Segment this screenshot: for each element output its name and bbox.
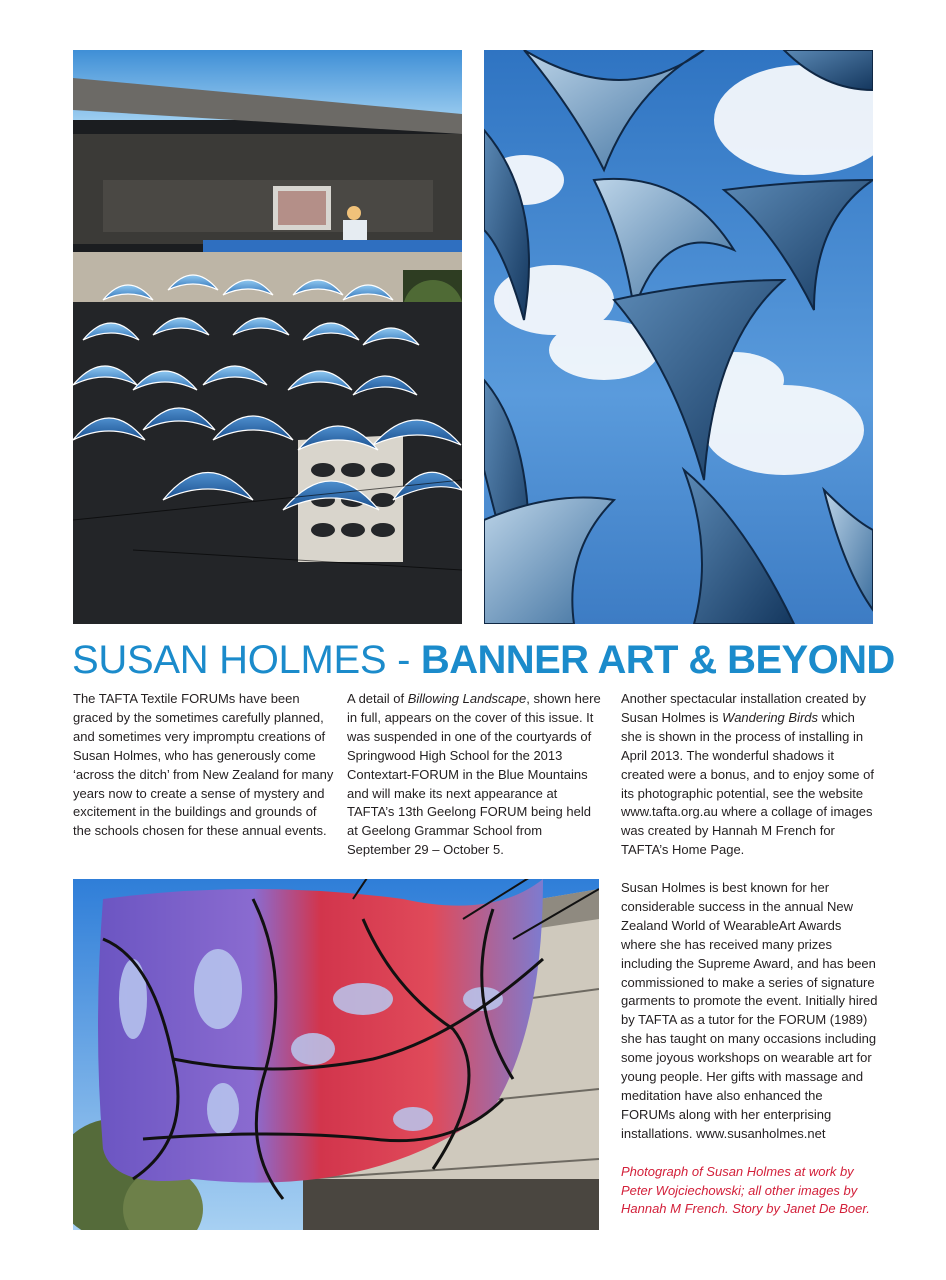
column3-p1-rest: which she is shown in the process of installing in April 2013. The wonderful shadows it created were a bonus, and to enjoy some of its photographic potential, see the website www.tafta.org.au where a collage of images was created by Hannah M French for TAFTA’s Home Page. — [621, 709, 874, 858]
column3-p1-lead: Another spectacular installation created by Susan Holmes is — [621, 691, 866, 725]
column2-rest: , shown here in full, appears on the cover of this issue. It was suspended in one of the courtyards of Springwood High School for the 2013 Contextart-FORUM in the Blue Mountains and will make its next appearance at TAFTA’s 13th Geelong FORUM being held at Geelong Grammar School from September 29 – October 5. — [347, 691, 601, 858]
column2-lead: A detail of — [347, 691, 408, 706]
column2-work-title: Billowing Landscape — [407, 691, 527, 706]
headline-subtitle: BANNER ART & BEYOND — [420, 638, 895, 682]
sky-image — [484, 50, 873, 624]
headline-name: SUSAN HOLMES — [72, 638, 387, 682]
article-column-2 — [347, 690, 605, 860]
column2-paragraph — [347, 690, 605, 860]
photo-banner-installation — [73, 879, 599, 1230]
photo-kites-sky — [484, 50, 873, 624]
banner-image — [73, 879, 599, 1230]
column3-paragraph-1 — [621, 690, 879, 860]
courtyard-image — [73, 50, 462, 624]
photo-credit: Photograph of Susan Holmes at work by Peter Wojciechowski; all other images by Hannah M French. Story by Janet De Boer. — [621, 1163, 870, 1217]
column3-p1-work-title: Wandering Birds — [722, 709, 819, 725]
photo-courtyard-installation — [73, 50, 462, 624]
column1-paragraph: The TAFTA Textile FORUMs have been graced by the sometimes carefully planned, and sometimes very impromptu creations of Susan Holmes, who has generously come ‘across the ditch’ from New Zealand for many years now to create a sense of mystery and excitement in the buildings and grounds of the schools chosen for these annual events. — [73, 691, 334, 839]
article-column-3 — [621, 690, 879, 1219]
article-headline — [72, 632, 895, 688]
column3-paragraph-2: Susan Holmes is best known for her considerable success in the annual New Zealand World of WearableArt Awards where she has received many prizes including the Supreme Award, and has been commissioned to make a series of signature garments to promote the event. Initially hired by TAFTA as a tutor for the FORUM (1989) she has taught on many occasions including some joyous workshops on wearable art for young people. Her gifts with massage and meditation have also enhanced the FORUMs along with her enterprising installations. www.susanholmes.net — [621, 880, 878, 1141]
article-column-1 — [73, 690, 335, 841]
headline-separator: - — [386, 638, 421, 682]
